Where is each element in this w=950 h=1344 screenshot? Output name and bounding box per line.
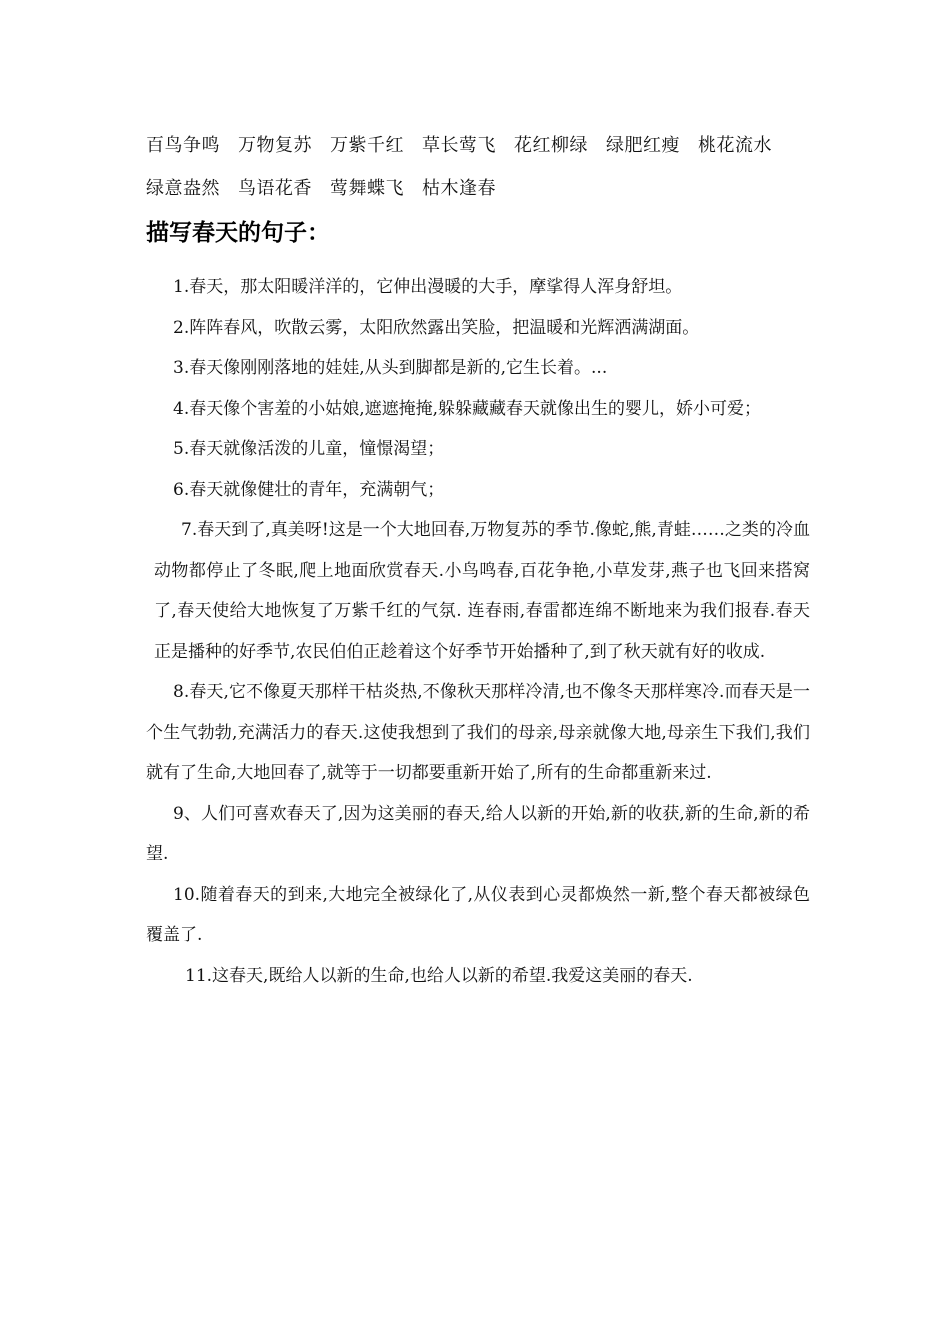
sentence-item: 7.春天到了,真美呀!这是一个大地回春,万物复苏的季节.像蛇,熊,青蛙……之类的冷血动物都停止了冬眠,爬上地面欣赏春天.小鸟鸣春,百花争艳,小草发芽,燕子也飞回来搭窝了,春天使给大地恢复了万紫千红的气氛. 连春雨,春雷都连绵不断地来为我们报春.春天正是播种的好季节,农民伯伯正趁着这个好季节开始播种了,到了秋天就有好的收成.: [154, 520, 810, 662]
sentence-item: 4.春天像个害羞的小姑娘,遮遮掩掩,躲躲藏藏春天就像出生的婴儿，娇小可爱；: [173, 398, 762, 419]
section-heading: 描写春天的句子：: [146, 220, 330, 246]
idiom: 万紫千红: [330, 135, 404, 156]
idiom: 桃花流水: [698, 135, 772, 156]
sentence-item: 3.春天像刚刚落地的娃娃,从头到脚都是新的,它生长着。...: [173, 358, 608, 378]
idiom: 绿肥红瘦: [606, 135, 680, 156]
idiom: 鸟语花香: [238, 178, 312, 199]
sentence-item: 1.春天，那太阳暖洋洋的，它伸出漫暖的大手，摩挲得人浑身舒坦。: [173, 277, 683, 297]
sentence-item: 10.随着春天的到来,大地完全被绿化了,从仪表到心灵都焕然一新,整个春天都被绿色覆盖了.: [146, 884, 810, 945]
sentence-item: 8.春天,它不像夏天那样干枯炎热,不像秋天那样冷清,也不像冬天那样寒冷.而春天是一个生气勃勃,充满活力的春天.这使我想到了我们的母亲,母亲就像大地,母亲生下我们,我们就有了生命,大地回春了,就等于一切都要重新开始了,所有的生命都重新来过.: [146, 682, 810, 783]
idiom: 百鸟争鸣: [146, 135, 220, 156]
sentence-item: 11.这春天,既给人以新的生命,也给人以新的希望.我爱这美丽的春天.: [185, 965, 693, 986]
idiom: 枯木逢春: [422, 178, 496, 199]
idiom-list: [146, 124, 846, 210]
sentence-item: 2.阵阵春风，吹散云雾，太阳欣然露出笑脸，把温暖和光辉洒满湖面。: [173, 317, 700, 338]
sentence-item: 9、人们可喜欢春天了,因为这美丽的春天,给人以新的开始,新的收获,新的生命,新的希望.: [146, 803, 810, 864]
sentence-item: 6.春天就像健壮的青年，充满朝气；: [173, 479, 445, 500]
idiom: 草长莺飞: [422, 135, 496, 156]
idiom: 绿意盎然: [146, 178, 220, 199]
idiom: 花红柳绿: [514, 135, 588, 156]
idiom: 万物复苏: [238, 135, 312, 156]
sentence-item: 5.春天就像活泼的儿童，憧憬渴望；: [173, 439, 445, 459]
sentence-list: [146, 267, 810, 996]
idiom: 莺舞蝶飞: [330, 178, 404, 199]
